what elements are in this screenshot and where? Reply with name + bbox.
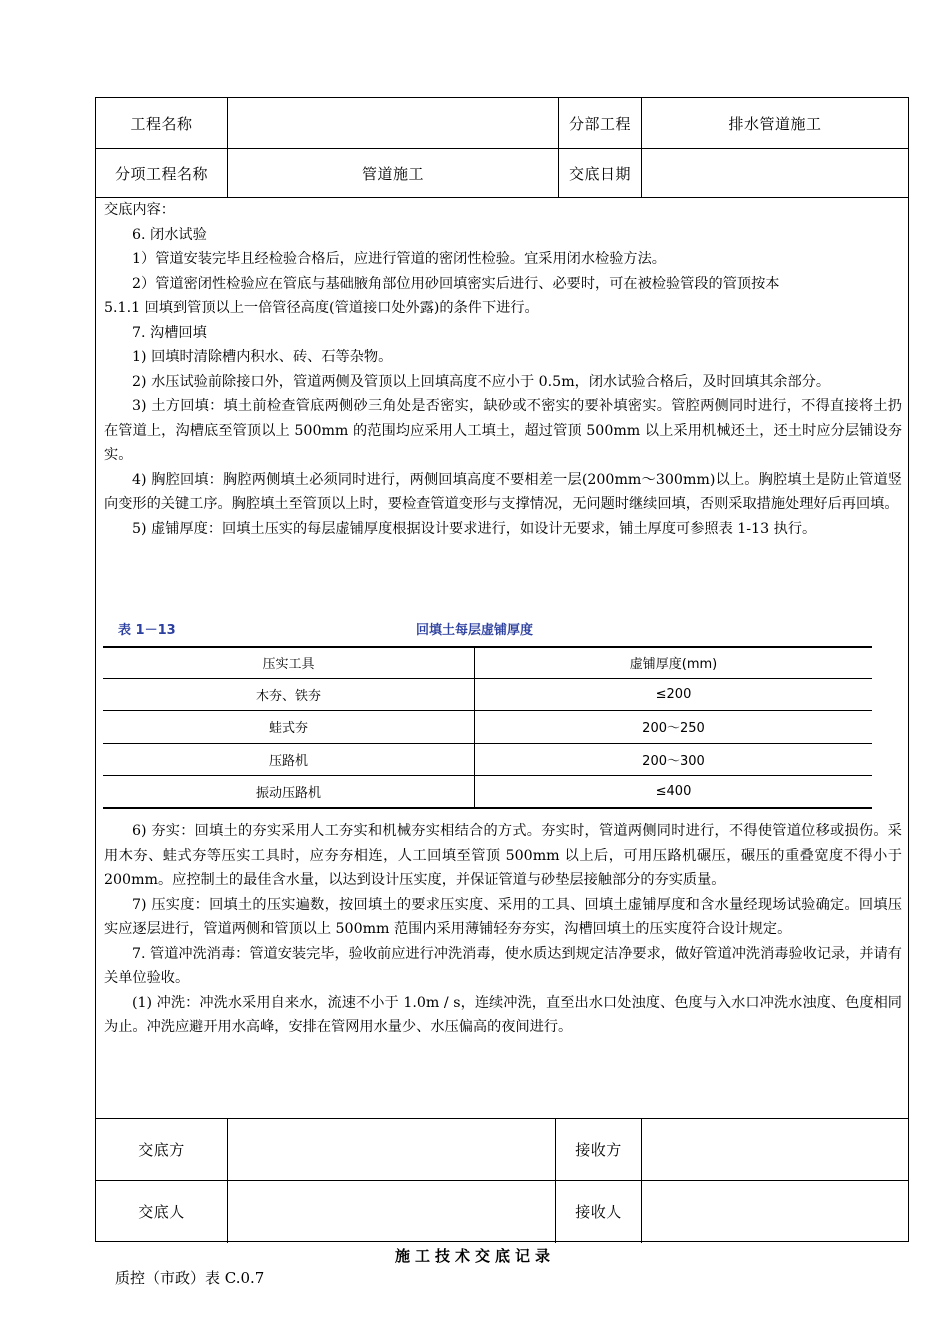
content-paragraph: 2）管道密闭性检验应在管底与基础腋角部位用砂回填密实后进行、必要时，可在被检验管段的管顶按本 [132, 275, 780, 292]
receiver-person-value[interactable] [642, 1181, 908, 1241]
table-cell: ≤200 [655, 686, 692, 702]
table-cell: 压路机 [268, 753, 308, 769]
item-project-value[interactable]: 管道施工 [361, 164, 424, 183]
handover-party-label: 交底方 [138, 1141, 185, 1159]
table-rule [103, 807, 872, 809]
content-paragraph: 5) 虚铺厚度：回填土压实的每层虚铺厚度根据设计要求进行，如设计无要求，铺土厚度可参照表 1-13 执行。 [132, 520, 817, 537]
table-header-tool: 压实工具 [262, 656, 315, 672]
project-name-value[interactable] [228, 98, 558, 148]
content-paragraph: 6. 闭水试验 [132, 226, 207, 243]
table-number: 表 1－13 [118, 623, 176, 638]
date-label: 交底日期 [568, 164, 631, 183]
handover-party-value[interactable] [228, 1119, 555, 1180]
table-cell: ≤400 [655, 783, 692, 799]
project-name-label: 工程名称 [130, 114, 193, 133]
sub-project-value[interactable]: 排水管道施工 [728, 114, 822, 133]
content-heading: 交底内容： [104, 202, 175, 218]
table-cell: 振动压路机 [255, 785, 321, 801]
table-title: 回填土每层虚铺厚度 [416, 623, 534, 638]
content-paragraph: 4) 胸腔回填：胸腔两侧填土必须同时进行，两侧回填高度不要相差一层(200mm～300mm)以上。胸腔填土是防止管道竖向变形的关键工序。胸腔填土至管顶以上时，要检查管道变形与支撑情况，无问题时继续回填，否则采取措施处理好后再回填。 [104, 471, 902, 512]
receiver-party-value[interactable] [642, 1119, 908, 1180]
item-project-label: 分项工程名称 [114, 164, 208, 183]
document-title: 施工技术交底记录 [394, 1247, 555, 1265]
handover-person-label: 交底人 [138, 1202, 185, 1221]
content-paragraph: 1）管道安装完毕且经检验合格后，应进行管道的密闭性检验。宜采用闭水检验方法。 [132, 251, 666, 267]
receiver-person-label: 接收人 [575, 1202, 622, 1221]
content-paragraph: 1) 回填时清除槽内积水、砖、石等杂物。 [132, 349, 393, 365]
date-value[interactable] [642, 149, 908, 197]
content-paragraph: 3) 土方回填：填土前检查管底两侧砂三角处是否密实，缺砂或不密实的要补填密实。管腔两侧同时进行，不得直接将土扔在管道上，沟槽底至管顶以上 500mm 的范围均应采用人工填土，超过管顶 500mm 以上采用机械还土，还土时应分层铺设夯实。 [104, 398, 902, 463]
receiver-party-label: 接收方 [575, 1141, 622, 1159]
content-paragraph: 7) 压实度：回填土的压实遍数，按回填土的要求压实度、采用的工具、回填土虚铺厚度和含水量经现场试验确定。回填压实应逐层进行，管道两侧和管顶以上 500mm 范围内采用薄铺轻夯夯实，沟槽回填土的压实度符合设计规定。 [104, 896, 902, 937]
table-header-thickness: 虚铺厚度(mm) [629, 656, 718, 672]
table-cell: 200～250 [642, 721, 705, 736]
handover-content [104, 198, 902, 541]
content-paragraph: 5.1.1 回填到管顶以上一倍管径高度(管道接口处外露)的条件下进行。 [104, 300, 539, 316]
content-paragraph: 7. 管道冲洗消毒：管道安装完毕，验收前应进行冲洗消毒，使水质达到规定洁净要求，做好管道冲洗消毒验收记录，并请有关单位验收。 [104, 945, 902, 986]
table-cell: 200～300 [642, 753, 705, 769]
table-cell: 蛙式夯 [268, 721, 308, 736]
sub-project-label: 分部工程 [568, 114, 631, 133]
content-paragraph: 7. 沟槽回填 [132, 324, 207, 341]
handover-content-continued [104, 819, 902, 1040]
form-code: 质控（市政）表 C.0.7 [115, 1269, 265, 1287]
content-paragraph: 6) 夯实：回填土的夯实采用人工夯实和机械夯实相结合的方式。夯实时，管道两侧同时进行，不得使管道位移或损伤。采用木夯、蛙式夯等压实工具时，应夯夯相连，人工回填至管顶 500mm 以上后，可用压路机碾压，碾压的重叠宽度不得小于 200mm。应控制土的最佳含水量，以达到设计压实度，并保证管道与砂垫层接触部分的夯实质量。 [104, 823, 902, 888]
content-paragraph: (1) 冲洗：冲洗水采用自来水，流速不小于 1.0m / s，连续冲洗，直至出水口处浊度、色度与入水口冲洗水浊度、色度相同为止。冲洗应避开用水高峰，安排在管网用水量少、水压偏高的夜间进行。 [104, 994, 902, 1035]
table-cell: 木夯、铁夯 [255, 688, 321, 704]
content-paragraph: 2) 水压试验前除接口外，管道两侧及管顶以上回填高度不应小于 0.5m，闭水试验合格后，及时回填其余部分。 [132, 373, 831, 390]
fill-thickness-table [103, 646, 872, 809]
handover-person-value[interactable] [228, 1181, 555, 1241]
